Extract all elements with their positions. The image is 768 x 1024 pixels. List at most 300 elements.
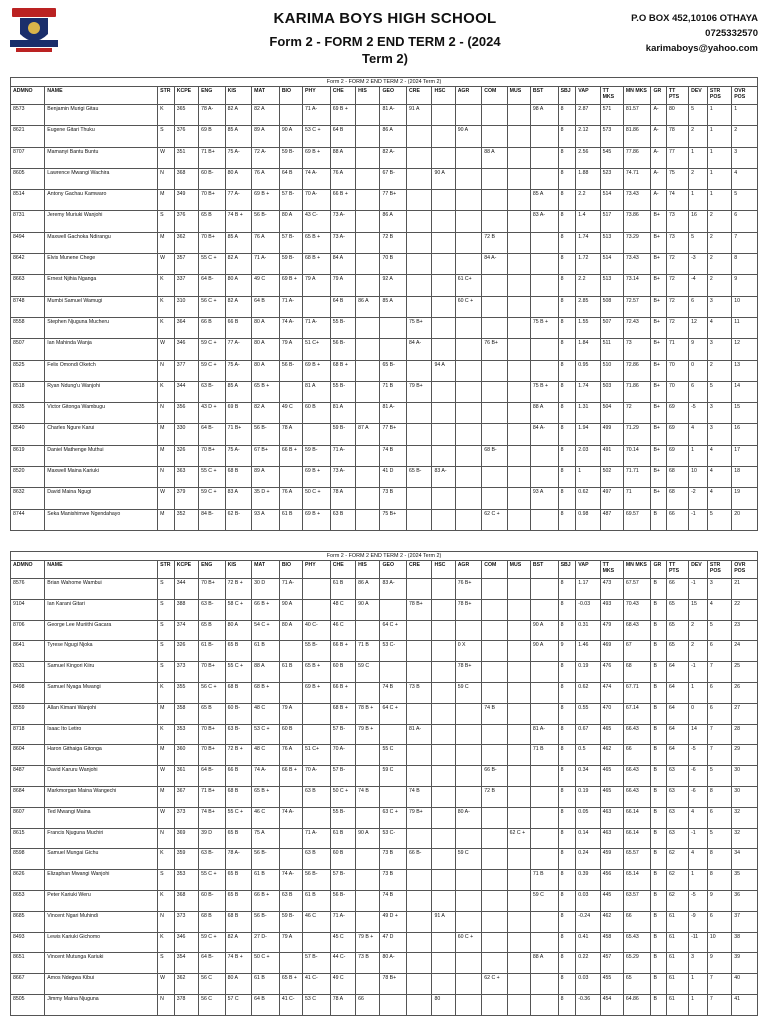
table-cell: W <box>158 488 175 509</box>
table-cell: 81.57 <box>623 105 651 126</box>
table-cell: 2.85 <box>576 296 600 317</box>
table-cell: 66 B- <box>407 849 432 870</box>
table-cell: 63 B- <box>199 381 226 402</box>
table-cell <box>507 339 530 360</box>
table-cell: 56 C + <box>199 682 226 703</box>
table-cell <box>380 662 407 683</box>
table-cell: 55 B- <box>330 807 355 828</box>
table-cell: 35 <box>732 870 758 891</box>
table-cell <box>380 317 407 338</box>
table-cell: 1.74 <box>576 232 600 253</box>
table-cell: 8 <box>558 254 576 275</box>
table-cell <box>303 724 331 745</box>
table-cell: 8 <box>558 766 576 787</box>
table-cell: 8626 <box>11 870 45 891</box>
table-cell: 67 B+ <box>252 445 280 466</box>
table-cell <box>432 232 455 253</box>
column-header: DEV <box>689 561 708 579</box>
table-cell: 56 B- <box>252 211 280 232</box>
table-cell <box>303 296 331 317</box>
table-cell: 0.39 <box>576 870 600 891</box>
table-cell: 61 B <box>279 662 302 683</box>
table-row <box>11 445 758 466</box>
table-row <box>11 488 758 509</box>
table-cell: 76 A <box>330 168 355 189</box>
table-cell: 8 <box>707 870 731 891</box>
table-cell: K <box>158 682 175 703</box>
table-cell: 84 A <box>330 254 355 275</box>
table-cell: 61 <box>666 911 688 932</box>
table-cell <box>356 766 380 787</box>
table-cell: 0.95 <box>576 360 600 381</box>
table-cell: 510 <box>600 360 623 381</box>
table-cell: 72 B + <box>225 745 252 766</box>
table-cell: 8667 <box>11 974 45 995</box>
table-cell: Haron Githaiga Gitonga <box>45 745 158 766</box>
table-cell <box>507 509 530 530</box>
column-header: OVR POS <box>732 87 758 105</box>
table-cell: 9 <box>689 339 708 360</box>
column-header: PHY <box>303 87 331 105</box>
table-cell: 8598 <box>11 849 45 870</box>
table-cell <box>407 932 432 953</box>
table-cell: 63 C + <box>380 807 407 828</box>
table-cell: 7 <box>732 232 758 253</box>
table-cell <box>432 641 455 662</box>
table-cell: 1.4 <box>576 211 600 232</box>
column-header: GR <box>651 87 666 105</box>
table-cell: B+ <box>651 360 666 381</box>
table-cell: 73 A- <box>330 467 355 488</box>
table-cell: 86 A <box>380 126 407 147</box>
table-cell: 0.05 <box>576 807 600 828</box>
table-cell: 7 <box>707 974 731 995</box>
table-cell: 5 <box>707 828 731 849</box>
table-cell: 6 <box>689 381 708 402</box>
table-cell <box>507 807 530 828</box>
table-cell: 75 B+ <box>407 317 432 338</box>
table-cell <box>432 745 455 766</box>
table-cell <box>407 703 432 724</box>
table-cell: 59 B- <box>279 147 302 168</box>
table-row <box>11 254 758 275</box>
table-row <box>11 190 758 211</box>
table-cell: 0.55 <box>576 703 600 724</box>
school-phone: 0725332570 <box>705 28 758 39</box>
table-cell: 70 B <box>380 254 407 275</box>
table-cell: 90 A <box>356 599 380 620</box>
table-cell: 90 A <box>279 126 302 147</box>
table-cell: 5 <box>707 766 731 787</box>
table-cell: 64 <box>666 724 688 745</box>
table-cell: 72 <box>623 403 651 424</box>
table-cell: 1 <box>689 682 708 703</box>
table-cell: 77 A- <box>225 190 252 211</box>
table-cell: 2.2 <box>576 275 600 296</box>
table-cell: 69 B + <box>252 190 280 211</box>
table-cell: 64 B- <box>199 424 226 445</box>
table-cell: 76 A <box>279 745 302 766</box>
table-cell: 77 B+ <box>380 190 407 211</box>
table-cell: 69 B + <box>303 360 331 381</box>
table-cell <box>303 599 331 620</box>
table-cell: 1.72 <box>576 254 600 275</box>
table-row <box>11 641 758 662</box>
column-header: MAT <box>252 561 280 579</box>
table-cell: 10 <box>707 932 731 953</box>
table-cell: 84 A- <box>482 254 507 275</box>
table-cell: 73 B <box>356 953 380 974</box>
table-cell: 87 A <box>356 424 380 445</box>
table-cell <box>482 807 507 828</box>
results-table-block-2 <box>10 551 758 1016</box>
table-cell: K <box>158 275 175 296</box>
table-cell: 34 <box>732 849 758 870</box>
table-cell: 8 <box>558 126 576 147</box>
table-cell: N <box>158 828 175 849</box>
table-cell: Jimmy Maina Njuguna <box>45 994 158 1015</box>
table-cell: 8 <box>558 467 576 488</box>
table-cell <box>407 488 432 509</box>
column-header: TT MKS <box>600 87 623 105</box>
table-cell: 72 <box>666 275 688 296</box>
table-cell: 65 B <box>199 211 226 232</box>
table-cell <box>279 641 302 662</box>
table-cell <box>356 254 380 275</box>
table-cell <box>279 105 302 126</box>
table-cell <box>530 703 558 724</box>
table-cell: 504 <box>600 403 623 424</box>
table-cell <box>507 911 530 932</box>
table-row <box>11 662 758 683</box>
table-cell: 41 <box>732 994 758 1015</box>
table-cell: 55 B- <box>330 381 355 402</box>
table-row <box>11 579 758 600</box>
table-cell: 65 <box>666 641 688 662</box>
table-cell: 66 B + <box>330 641 355 662</box>
table-cell: 69 B + <box>330 105 355 126</box>
table-cell: B <box>651 641 666 662</box>
table-cell <box>482 662 507 683</box>
column-header: SBJ <box>558 87 576 105</box>
table-cell <box>356 890 380 911</box>
table-cell <box>432 786 455 807</box>
table-cell <box>530 766 558 787</box>
table-cell <box>482 641 507 662</box>
table-cell: Peter Kariuki Weru <box>45 890 158 911</box>
table-cell: 58 C + <box>225 599 252 620</box>
table-cell: 27 <box>732 703 758 724</box>
table-cell: 65 B <box>225 890 252 911</box>
table-cell <box>530 994 558 1015</box>
table-cell <box>455 254 482 275</box>
table-cell: 513 <box>600 232 623 253</box>
table-cell: 59 B- <box>330 424 355 445</box>
table-cell: 84 A- <box>530 424 558 445</box>
table-row <box>11 126 758 147</box>
table-cell <box>507 317 530 338</box>
table-cell <box>482 911 507 932</box>
table-cell: 53 C- <box>380 828 407 849</box>
table-cell: Jeremy Muriuki Wanjohi <box>45 211 158 232</box>
column-header: TT MKS <box>600 561 623 579</box>
table-cell: 77 B+ <box>380 424 407 445</box>
column-header: CRE <box>407 87 432 105</box>
table-cell: Victor Gitonga Wambugu <box>45 403 158 424</box>
table-cell: 81 A <box>303 381 331 402</box>
table-cell: 5 <box>707 381 731 402</box>
table-cell <box>507 994 530 1015</box>
table-cell <box>356 467 380 488</box>
table-cell: 79 B+ <box>407 381 432 402</box>
column-header: CRE <box>407 561 432 579</box>
table-cell: 73.86 <box>623 211 651 232</box>
table-cell: 67.57 <box>623 579 651 600</box>
table-cell: 59 B- <box>279 911 302 932</box>
table-cell <box>507 254 530 275</box>
table-cell: 8 <box>558 724 576 745</box>
table-cell: 40 C- <box>303 620 331 641</box>
table-cell: 8 <box>558 403 576 424</box>
table-cell: B <box>651 974 666 995</box>
table-cell: M <box>158 509 175 530</box>
table-cell <box>380 994 407 1015</box>
table-cell <box>482 211 507 232</box>
table-cell: 6 <box>707 682 731 703</box>
table-cell <box>279 953 302 974</box>
table-cell: 60 B <box>330 662 355 683</box>
table-cell: 361 <box>174 766 198 787</box>
table-cell: B+ <box>651 211 666 232</box>
column-header: MAT <box>252 87 280 105</box>
table-cell: 1.31 <box>576 403 600 424</box>
table-row <box>11 620 758 641</box>
table-cell: 1.55 <box>576 317 600 338</box>
table-cell: 68 B <box>225 911 252 932</box>
table-cell <box>356 360 380 381</box>
table-cell: 474 <box>600 682 623 703</box>
table-cell: 357 <box>174 254 198 275</box>
table-row <box>11 870 758 891</box>
table-cell: 8 <box>558 381 576 402</box>
table-cell <box>432 682 455 703</box>
table-cell <box>530 911 558 932</box>
table-cell <box>279 786 302 807</box>
column-header: DEV <box>689 87 708 105</box>
table-cell <box>407 641 432 662</box>
table-cell: 61 B <box>252 641 280 662</box>
table-cell: 469 <box>600 641 623 662</box>
table-cell: K <box>158 381 175 402</box>
table-cell <box>432 870 455 891</box>
table-cell: -0.03 <box>576 599 600 620</box>
table-cell: Vincent Mutunga Kariuki <box>45 953 158 974</box>
table-cell: 4 <box>707 317 731 338</box>
table-cell: 78 A <box>330 488 355 509</box>
table-cell: 75 B + <box>530 381 558 402</box>
table-cell: Antony Gachau Kamwaro <box>45 190 158 211</box>
table-cell <box>482 360 507 381</box>
table-cell: Ryan Ndung'u Wanjohi <box>45 381 158 402</box>
table-cell: B <box>651 579 666 600</box>
table-cell: 1 <box>707 190 731 211</box>
school-crest-logo <box>6 6 62 54</box>
table-cell: 16 <box>732 424 758 445</box>
table-cell: 376 <box>174 211 198 232</box>
table-cell <box>455 953 482 974</box>
table-cell: 85 A <box>225 381 252 402</box>
table-cell: 72 <box>666 296 688 317</box>
table-cell: 85 A <box>225 126 252 147</box>
table-cell: 5 <box>732 190 758 211</box>
table-cell: 64 B <box>279 168 302 189</box>
table-cell: 61 B <box>330 828 355 849</box>
table-cell: 8 <box>558 703 576 724</box>
table-cell: 66.14 <box>623 807 651 828</box>
table-cell <box>530 232 558 253</box>
table-cell <box>482 953 507 974</box>
report-title: Form 2 - FORM 2 END TERM 2 - (2024 Term 2) <box>269 34 501 66</box>
table-cell: Maxwell Gachoka Ndirangu <box>45 232 158 253</box>
table-cell: 0.34 <box>576 766 600 787</box>
table-cell <box>356 126 380 147</box>
table-cell: 8 <box>558 870 576 891</box>
table-cell: 8 <box>558 974 576 995</box>
table-cell: 70 A- <box>330 745 355 766</box>
table-cell: 459 <box>600 849 623 870</box>
table-cell: 69 <box>666 424 688 445</box>
table-cell: 73 B <box>380 488 407 509</box>
table-cell: 507 <box>600 317 623 338</box>
table-cell: 514 <box>600 254 623 275</box>
table-cell <box>507 579 530 600</box>
table-cell: 90 A <box>530 641 558 662</box>
table-cell: 70 B+ <box>199 724 226 745</box>
table-cell: 8706 <box>11 620 45 641</box>
table-cell: 70 B+ <box>199 745 226 766</box>
table-cell: 8 <box>558 190 576 211</box>
table-cell: 59 C <box>380 766 407 787</box>
table-cell: 374 <box>174 620 198 641</box>
table-cell <box>432 126 455 147</box>
table-cell: 8632 <box>11 488 45 509</box>
table-cell: 8605 <box>11 168 45 189</box>
table-cell <box>507 870 530 891</box>
table-cell: 353 <box>174 870 198 891</box>
table-cell: 65 <box>623 974 651 995</box>
table-cell: 47 D <box>380 932 407 953</box>
table-cell: 6 <box>689 296 708 317</box>
table-cell <box>432 599 455 620</box>
table-cell: 8604 <box>11 745 45 766</box>
table-cell: 8540 <box>11 424 45 445</box>
table-cell <box>507 105 530 126</box>
table-cell: 91 A <box>432 911 455 932</box>
column-header: ADMNO <box>11 561 45 579</box>
table-cell: M <box>158 232 175 253</box>
table-cell: 68 B + <box>330 703 355 724</box>
table-cell <box>507 724 530 745</box>
table-cell: 362 <box>174 974 198 995</box>
table-cell: 6 <box>707 807 731 828</box>
table-cell: -1 <box>689 828 708 849</box>
table-cell: 8498 <box>11 682 45 703</box>
table-cell: Seka Manishimwe Ngendahayo <box>45 509 158 530</box>
table-cell <box>455 870 482 891</box>
table-cell: 376 <box>174 126 198 147</box>
table-cell: 4 <box>689 424 708 445</box>
table-cell <box>507 275 530 296</box>
table-cell: A- <box>651 126 666 147</box>
table-cell: S <box>158 870 175 891</box>
table-cell: 6 <box>732 211 758 232</box>
table-cell: -2 <box>689 488 708 509</box>
table-cell: Lewis Kariuki Gichomo <box>45 932 158 953</box>
table-cell <box>530 828 558 849</box>
table-cell: 78 B+ <box>455 599 482 620</box>
table-cell: 64 <box>666 662 688 683</box>
table-cell: N <box>158 994 175 1015</box>
table-cell <box>432 890 455 911</box>
table-cell: 15 <box>732 403 758 424</box>
table-cell: 56 C <box>199 994 226 1015</box>
table-cell: 65.57 <box>623 849 651 870</box>
table-cell: 61 <box>666 994 688 1015</box>
table-cell: 8 <box>558 424 576 445</box>
table-cell: 88 A <box>482 147 507 168</box>
table-cell: 71 A- <box>279 579 302 600</box>
table-cell: 65 B- <box>407 467 432 488</box>
table-cell <box>407 190 432 211</box>
table-cell: 40 <box>732 974 758 995</box>
table-cell <box>407 870 432 891</box>
table-cell: 68 B- <box>482 445 507 466</box>
table-cell: 92 A <box>380 275 407 296</box>
table-cell <box>455 488 482 509</box>
table-cell: 94 A <box>432 360 455 381</box>
table-cell: 68 <box>666 488 688 509</box>
table-cell: 54 C + <box>252 620 280 641</box>
column-header: MUS <box>507 561 530 579</box>
table-cell: 8653 <box>11 890 45 911</box>
table-cell <box>432 953 455 974</box>
table-cell: 1 <box>707 105 731 126</box>
table-cell: 69 B <box>225 403 252 424</box>
table-cell: Francis Njuguna Muchiri <box>45 828 158 849</box>
table-cell: 35 D + <box>252 488 280 509</box>
table-cell: 4 <box>707 488 731 509</box>
table-cell: 8 <box>707 849 731 870</box>
table-cell <box>432 662 455 683</box>
table-cell: 56 B- <box>303 870 331 891</box>
table-cell: 20 <box>732 509 758 530</box>
table-cell <box>455 620 482 641</box>
table-cell: 1 <box>689 870 708 891</box>
table-cell: 57 B- <box>330 870 355 891</box>
table-cell <box>482 932 507 953</box>
table-cell <box>356 682 380 703</box>
table-cell <box>530 579 558 600</box>
table-cell: 8 <box>558 232 576 253</box>
column-header: OVR POS <box>732 561 758 579</box>
table-cell: 71 B+ <box>225 424 252 445</box>
table-cell: 8748 <box>11 296 45 317</box>
table-cell: 1 <box>689 190 708 211</box>
table-cell: 71 B <box>530 870 558 891</box>
table-cell: 74 B + <box>225 953 252 974</box>
table-cell: K <box>158 724 175 745</box>
table-cell: 1 <box>689 147 708 168</box>
